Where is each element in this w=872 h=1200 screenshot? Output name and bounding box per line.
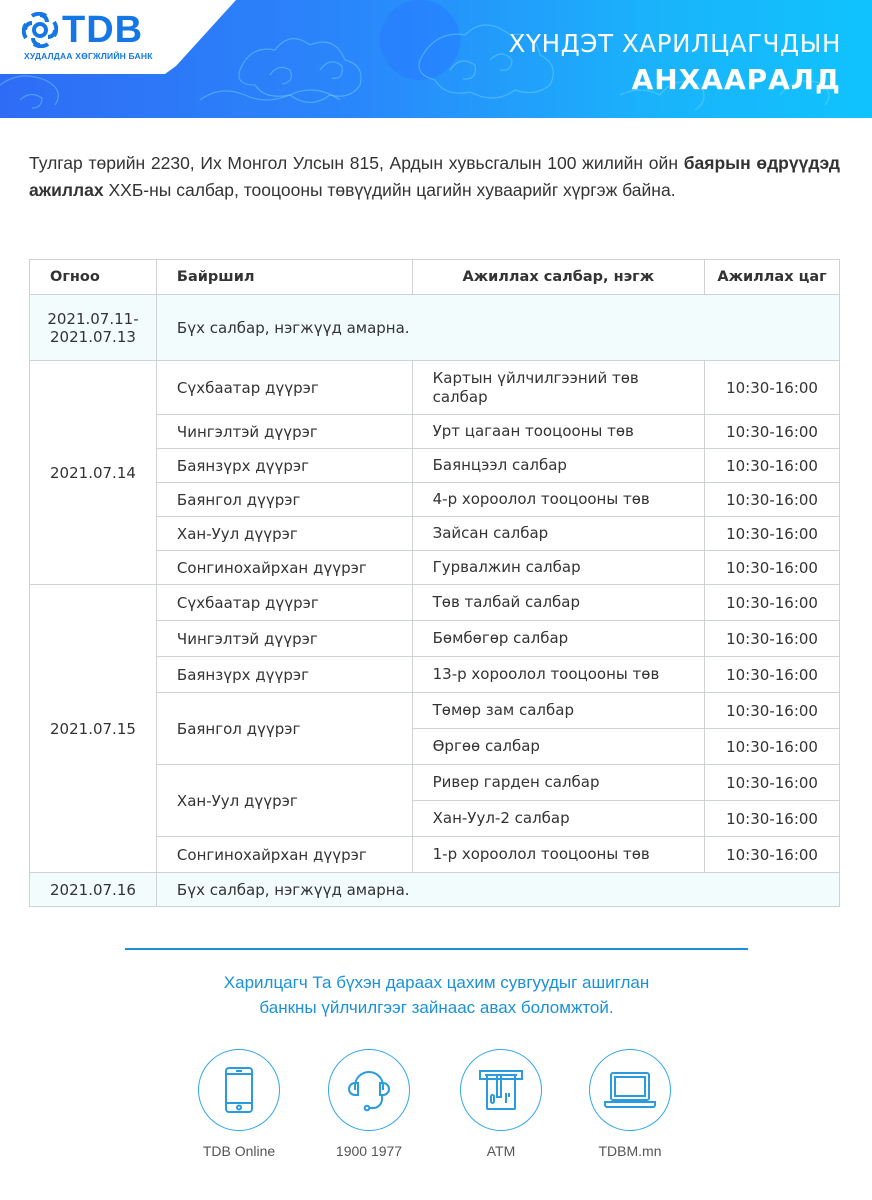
column-header-date: Огноо <box>30 260 157 295</box>
channel-label: TDB Online <box>202 1143 276 1159</box>
location-cell: Сүхбаатар дүүрэг <box>156 585 412 621</box>
hours-cell: 10:30-16:00 <box>705 483 840 517</box>
banner-title-line1: ХҮНДЭТ ХАРИЛЦАГЧДЫН <box>508 29 841 58</box>
closed-note: Бүх салбар, нэгжүүд амарна. <box>156 873 839 907</box>
banner-title-line2: АНХААРАЛД <box>631 63 841 96</box>
branch-cell: Ривер гарден салбар <box>412 765 704 801</box>
hours-cell: 10:30-16:00 <box>705 449 840 483</box>
brand-subtitle: ХУДАЛДАА ХӨГЖЛИЙН БАНК <box>24 51 153 61</box>
date-cell: 2021.07.15 <box>30 585 157 873</box>
table-header-row <box>30 260 840 295</box>
branch-cell: Өргөө салбар <box>412 729 704 765</box>
table-row <box>30 361 840 415</box>
branch-cell: Гурвалжин салбар <box>412 551 704 585</box>
location-cell: Хан-Уул дүүрэг <box>156 765 412 837</box>
branch-cell: Бөмбөгөр салбар <box>412 621 704 657</box>
table-row <box>30 585 840 621</box>
hours-cell: 10:30-16:00 <box>705 837 840 873</box>
date-line2: 2021.07.13 <box>50 327 136 346</box>
hours-cell: 10:30-16:00 <box>705 551 840 585</box>
branch-cell: 13-р хороолол тооцооны төв <box>412 657 704 693</box>
date-line1: 2021.07.11- <box>47 309 139 328</box>
tdb-logo-mark-icon <box>22 12 58 48</box>
hours-cell: 10:30-16:00 <box>705 517 840 551</box>
branch-cell: 1-р хороолол тооцооны төв <box>412 837 704 873</box>
location-cell: Баянзүрх дүүрэг <box>156 449 412 483</box>
channel-circle <box>460 1049 542 1131</box>
footer-note <box>125 970 748 1020</box>
headset-icon <box>345 1066 393 1114</box>
closed-note: Бүх салбар, нэгжүүд амарна. <box>156 295 839 361</box>
channel-atm[interactable] <box>441 1049 561 1159</box>
channel-circle <box>328 1049 410 1131</box>
laptop-icon <box>603 1070 657 1110</box>
intro-paragraph <box>29 150 840 204</box>
branch-cell: Урт цагаан тооцооны төв <box>412 415 704 449</box>
channel-label: TDBM.mn <box>598 1143 662 1159</box>
intro-text-part2: ХХБ-ны салбар, тооцооны төвүүдийн цагийн хуваарийг хүргэж байна. <box>103 180 676 200</box>
intro-text-bold: баярын өдрүүдэд ажиллах <box>29 153 840 200</box>
column-header-branch: Ажиллах салбар, нэгж <box>412 260 704 295</box>
hours-cell: 10:30-16:00 <box>705 729 840 765</box>
date-cell <box>30 295 157 361</box>
channel-circle <box>198 1049 280 1131</box>
header-banner <box>0 0 872 118</box>
footer-note-line2: банкны үйлчилгээг зайнаас авах боломжтой. <box>259 998 614 1017</box>
location-cell: Сонгинохайрхан дүүрэг <box>156 551 412 585</box>
location-cell: Баянзүрх дүүрэг <box>156 657 412 693</box>
channel-circle <box>589 1049 671 1131</box>
channel-label: 1900 1977 <box>335 1143 403 1159</box>
channel-list <box>0 1049 872 1169</box>
hours-cell: 10:30-16:00 <box>705 765 840 801</box>
channel-label: ATM <box>486 1143 516 1159</box>
hours-cell: 10:30-16:00 <box>705 657 840 693</box>
channel-tdb-online[interactable] <box>179 1049 299 1159</box>
hours-cell: 10:30-16:00 <box>705 693 840 729</box>
tdb-logo <box>22 9 144 51</box>
footer-note-line1: Харилцагч Та бүхэн дараах цахим сувгуудыг ашиглан <box>223 973 650 992</box>
table-row-closed <box>30 295 840 361</box>
hours-cell: 10:30-16:00 <box>705 361 840 415</box>
location-cell: Чингэлтэй дүүрэг <box>156 621 412 657</box>
branch-cell: Картын үйлчилгээний төв салбар <box>412 361 704 415</box>
branch-cell: 4-р хороолол тооцооны төв <box>412 483 704 517</box>
location-cell: Сонгинохайрхан дүүрэг <box>156 837 412 873</box>
hours-cell: 10:30-16:00 <box>705 801 840 837</box>
intro-text-part1: Тулгар төрийн 2230, Их Монгол Улсын 815, Ардын хувьсгалын 100 жилийн ойн <box>29 153 684 173</box>
location-cell: Сүхбаатар дүүрэг <box>156 361 412 415</box>
location-cell: Чингэлтэй дүүрэг <box>156 415 412 449</box>
date-cell: 2021.07.14 <box>30 361 157 585</box>
table-row-closed <box>30 873 840 907</box>
divider <box>125 948 748 950</box>
atm-card-icon <box>476 1069 526 1111</box>
branch-cell: Зайсан салбар <box>412 517 704 551</box>
channel-website[interactable] <box>570 1049 690 1159</box>
branch-cell: Хан-Уул-2 салбар <box>412 801 704 837</box>
location-cell: Хан-Уул дүүрэг <box>156 517 412 551</box>
smartphone-icon <box>224 1066 254 1114</box>
column-header-hours: Ажиллах цаг <box>705 260 840 295</box>
hours-cell: 10:30-16:00 <box>705 585 840 621</box>
channel-phone[interactable] <box>309 1049 429 1159</box>
branch-cell: Төв талбай салбар <box>412 585 704 621</box>
schedule-table <box>29 259 840 907</box>
location-cell: Баянгол дүүрэг <box>156 483 412 517</box>
branch-cell: Баянцээл салбар <box>412 449 704 483</box>
date-cell: 2021.07.16 <box>30 873 157 907</box>
hours-cell: 10:30-16:00 <box>705 621 840 657</box>
column-header-location: Байршил <box>156 260 412 295</box>
location-cell: Баянгол дүүрэг <box>156 693 412 765</box>
brand-name: TDB <box>62 9 144 51</box>
hours-cell: 10:30-16:00 <box>705 415 840 449</box>
branch-cell: Төмөр зам салбар <box>412 693 704 729</box>
